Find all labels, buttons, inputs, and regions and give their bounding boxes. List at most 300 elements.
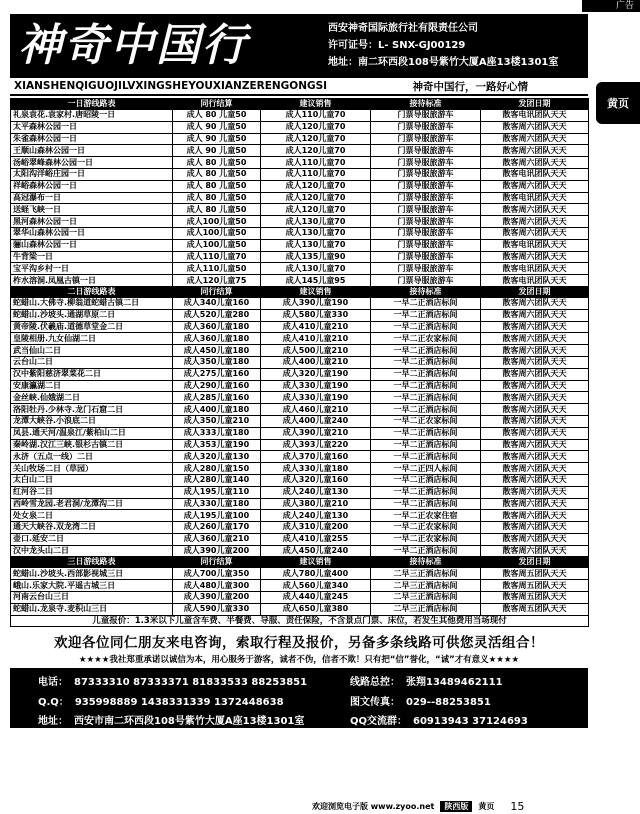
table-cell: 成人360儿童210 [173,533,261,545]
table-cell: 门票导服旅游车 [371,157,481,169]
column-header: 建议销售 [261,99,371,110]
table-cell: 门票导服旅游车 [371,263,481,275]
page-footer [312,800,524,813]
table-cell: 一早二正酒店标间 [371,498,481,510]
table-cell: 散客电讯团队天天 [481,168,589,180]
table-row[interactable] [11,439,589,451]
route-name-cell: 骊山森林公园一日 [11,239,173,251]
table-cell: 散客周六团队天天 [481,345,589,357]
table-cell: 成人390儿童200 [173,545,261,557]
table-cell: 成人120儿童70 [261,121,371,133]
route-name-cell: 宝平沟乡村一日 [11,263,173,275]
table-cell: 成人135儿童90 [261,251,371,263]
table-cell: 成人100儿童50 [173,239,261,251]
route-name-cell: 龙潭大峡谷.小浪底二日 [11,415,173,427]
table-cell: 成人110儿童70 [173,251,261,263]
table-cell: 散客周五团队天天 [481,568,589,580]
table-row[interactable] [11,251,589,263]
fax-number[interactable]: 029--88253851 [406,696,491,708]
edition-box: 陕西版 [440,801,472,812]
table-cell: 门票导服旅游车 [371,110,481,122]
header-banner [10,14,588,78]
address-line [38,712,350,728]
table-cell: 散客电讯团队天天 [481,239,589,251]
table-row[interactable] [11,121,589,133]
route-name-cell: 汤峪翠峰森林公园一日 [11,157,173,169]
yellow-pages-tab[interactable]: 黄页 [596,82,640,124]
table-cell: 成人450儿童240 [261,545,371,557]
table-row[interactable] [11,368,589,380]
table-row[interactable] [11,568,589,580]
table-cell: 散客周六团队天天 [481,227,589,239]
table-cell: 散客周六团队天天 [481,368,589,380]
route-name-cell: 王顺山森林公园一日 [11,145,173,157]
table-cell: 散客电讯团队天天 [481,275,589,287]
table-cell: 散客周六团队天天 [481,474,589,486]
table-row[interactable] [11,592,589,604]
qq-numbers[interactable]: 935998889 1438331339 1372448638 [74,696,284,708]
table-cell: 散客周六团队天天 [481,510,589,522]
address-text: 西安市南二环西段108号紫竹大厦A座13楼1301室 [74,716,305,728]
table-cell: 成人120儿童75 [173,275,261,287]
license-number: 许可证号：L- SNX-GJ00129 [328,40,466,51]
table-cell: 散客周六团队天天 [481,498,589,510]
table-cell: 成人390儿童210 [261,427,371,439]
table-cell: 成人360儿童180 [173,333,261,345]
table-row[interactable] [11,463,589,475]
table-cell: 一早二正酒店标间 [371,439,481,451]
column-header: 二日游线路表 [11,286,173,297]
table-cell: 散客周六团队天天 [481,463,589,475]
table-cell: 成人650儿童380 [261,603,371,615]
table-cell: 成人 90 儿童50 [173,121,261,133]
pinyin-name: XIANSHENQIGUOJILVXINGSHEYOUXIANZERENGONGSI [14,80,328,92]
table-cell: 成人120儿童70 [261,180,371,192]
table-cell: 成人590儿童330 [173,603,261,615]
table-cell: 门票导服旅游车 [371,180,481,192]
table-cell: 成人390儿童200 [173,592,261,604]
table-cell: 一早二正酒店标间 [371,427,481,439]
table-row[interactable] [11,239,589,251]
pledge-line: ★★★★我社郑重承诺以诚信为本，用心服务于游客，诚者不伪，信者不欺！只有把“信”誉化，“诚”才有意义★★★★ [78,655,520,666]
table-cell: 成人110儿童70 [261,157,371,169]
phone-label: 电话： [38,677,68,689]
slogan: 神奇中国行，一路好心情 [412,80,528,93]
table-cell: 成人330儿童190 [261,380,371,392]
route-name-cell: 秦岭湖.汉江三峡.银杉古镇二日 [11,439,173,451]
table-row[interactable] [11,356,589,368]
table-row[interactable] [11,263,589,275]
table-cell: 成人110儿童70 [261,168,371,180]
table-cell: 门票导服旅游车 [371,227,481,239]
table-cell: 成人580儿童330 [261,309,371,321]
table-row[interactable] [11,168,589,180]
address-label: 地址： [38,716,68,728]
qq-group-line [350,712,578,728]
table-cell: 一早二正酒店标间 [371,297,481,309]
table-row[interactable] [11,321,589,333]
table-cell: 成人400儿童240 [261,415,371,427]
table-cell: 成人393儿童220 [261,439,371,451]
table-cell: 成人120儿童70 [261,133,371,145]
table-cell: 散客电讯团队天天 [481,192,589,204]
table-row[interactable] [11,309,589,321]
table-row[interactable] [11,415,589,427]
table-cell: 二早三正酒店标间 [371,592,481,604]
brand-title: 神奇中国行 [18,20,248,71]
table-row[interactable] [11,380,589,392]
table-row[interactable] [11,345,589,357]
table-cell: 散客周五团队天天 [481,603,589,615]
table-cell: 成人195儿童110 [173,486,261,498]
contact-block [10,668,588,728]
column-header: 接待标准 [371,557,481,568]
table-cell: 散客周六团队天天 [481,204,589,216]
table-cell: 成人320儿童130 [173,451,261,463]
table-row[interactable] [11,145,589,157]
route-name-cell: 牛背梁一日 [11,251,173,263]
table-cell: 一早二正酒店标间 [371,474,481,486]
table-cell: 散客周六团队天天 [481,522,589,534]
table-cell: 成人110儿童70 [261,110,371,122]
table-cell: 散客电讯团队天天 [481,110,589,122]
table-cell: 成人780儿童400 [261,568,371,580]
route-name-cell: 汉中紫阳慈济翠菜花二日 [11,368,173,380]
table-cell: 成人350儿童180 [173,356,261,368]
column-header: 三日游线路表 [11,557,173,568]
route-name-cell: 洛阳牡丹.少林寺.龙门石窟二日 [11,404,173,416]
table-cell: 成人 80 儿童50 [173,204,261,216]
table-row[interactable] [11,510,589,522]
route-name-cell: 太平森林公园一日 [11,121,173,133]
fax-line [350,693,578,709]
table-cell: 成人330儿童180 [173,498,261,510]
table-cell: 一早二正酒店标间 [371,380,481,392]
table-row[interactable] [11,427,589,439]
table-row[interactable] [11,297,589,309]
table-cell: 成人370儿童160 [261,451,371,463]
table-cell: 成人700儿童350 [173,568,261,580]
table-cell: 一早二正四人标间 [371,463,481,475]
table-cell: 成人440儿童245 [261,592,371,604]
table-cell: 一早二正酒店标间 [371,321,481,333]
table-row[interactable] [11,216,589,228]
table-cell: 散客周六团队天天 [481,180,589,192]
section-header-row [11,99,589,110]
table-cell: 一早二正酒店标间 [371,368,481,380]
table-cell: 成人260儿童170 [173,522,261,534]
table-cell: 成人130儿童70 [261,227,371,239]
table-cell: 散客周六团队天天 [481,297,589,309]
table-cell: 成人353儿童190 [173,439,261,451]
table-cell: 成人330儿童180 [261,463,371,475]
table-row[interactable] [11,157,589,169]
table-cell: 成人410儿童210 [261,321,371,333]
route-name-cell: 河南云台山三日 [11,592,173,604]
table-row[interactable] [11,404,589,416]
route-name-cell: 关山牧场二日（草园） [11,463,173,475]
route-name-cell: 祥峪森林公园一日 [11,180,173,192]
ad-page [10,14,588,728]
table-row[interactable] [11,498,589,510]
qq-group-numbers[interactable]: 60913943 37124693 [413,716,528,728]
column-header: 发团日期 [481,286,589,297]
table-cell: 成人390儿童190 [261,297,371,309]
fax-label: 图文传真： [350,696,400,708]
qq-label: Q.Q： [38,696,69,708]
column-header: 同行结算 [173,286,261,297]
route-name-cell: 红河谷二日 [11,486,173,498]
table-cell: 门票导服旅游车 [371,133,481,145]
table-cell: 成人 90 儿童50 [173,133,261,145]
table-cell: 成人330儿童190 [261,392,371,404]
table-cell: 成人285儿童160 [173,392,261,404]
table-cell: 成人500儿童210 [261,345,371,357]
table-row[interactable] [11,522,589,534]
table-cell: 成人 80 儿童50 [173,110,261,122]
route-name-cell: 高冠瀑布一日 [11,192,173,204]
page-number: 15 [510,800,525,813]
route-name-cell: 黄帝陵.伏羲庙.道德草堂金二日 [11,321,173,333]
company-info [328,20,558,71]
table-cell: 成人100儿童50 [173,216,261,228]
manager-contact[interactable]: 张翔13489462111 [406,677,503,689]
qq-line [38,693,350,709]
column-header: 同行结算 [173,557,261,568]
column-header: 一日游线路表 [11,99,173,110]
route-name-cell: 柞水溶洞.凤凰古镇一日 [11,275,173,287]
table-cell: 成人400儿童210 [261,356,371,368]
company-address: 地址：南二环西段108号紫竹大厦A座13楼1301室 [328,57,559,68]
route-name-cell: 蛇蜡山.龙泉寺.麦积山三日 [11,603,173,615]
route-name-cell: 黑河森林公园一日 [11,216,173,228]
table-row[interactable] [11,545,589,557]
table-cell: 二早三正酒店标间 [371,603,481,615]
table-cell: 成人410儿童255 [261,533,371,545]
table-cell: 一早二正农家标间 [371,415,481,427]
table-cell: 门票导服旅游车 [371,251,481,263]
table-row[interactable] [11,204,589,216]
table-cell: 成人 80 儿童50 [173,180,261,192]
route-name-cell: 处女泉二日 [11,510,173,522]
route-name-cell: 安康瀛湖二日 [11,380,173,392]
phone-numbers[interactable]: 87333310 87333371 81833533 88253851 [74,677,308,689]
table-cell: 散客周六团队天天 [481,392,589,404]
table-row[interactable] [11,474,589,486]
manager-label: 线路总控： [350,677,400,689]
table-cell: 门票导服旅游车 [371,239,481,251]
table-cell: 成人380儿童210 [261,498,371,510]
table-row[interactable] [11,133,589,145]
table-cell: 成人410儿童210 [261,333,371,345]
table-cell: 成人 80 儿童50 [173,192,261,204]
table-cell: 成人290儿童160 [173,380,261,392]
route-name-cell: 峨山.乐家大院.平遥古城三日 [11,580,173,592]
table-cell: 一早二正酒店标间 [371,545,481,557]
table-cell: 散客周五团队天天 [481,580,589,592]
table-cell: 成人130儿童70 [261,263,371,275]
table-cell: 成人240儿童130 [261,486,371,498]
route-name-cell: 蛇蜡山.大佛寺.柳翁道蛇蜡古镇二日 [11,297,173,309]
table-cell: 一早二正酒店标间 [371,451,481,463]
footer-website[interactable]: 欢迎浏览电子版 www.zyoo.net [312,802,435,811]
table-row[interactable] [11,603,589,615]
route-name-cell: 通天大峡谷.双龙湾二日 [11,522,173,534]
column-header: 发团日期 [481,557,589,568]
table-cell: 成人460儿童210 [261,404,371,416]
qq-group-label: QQ交流群： [350,716,408,728]
table-cell: 成人 80 儿童50 [173,157,261,169]
table-cell: 成人130儿童70 [261,239,371,251]
table-row[interactable] [11,110,589,122]
table-cell: 散客周六团队天天 [481,133,589,145]
table-row[interactable] [11,227,589,239]
table-cell: 一早二正酒店标间 [371,356,481,368]
manager-line [350,673,578,689]
company-name: 西安神奇国际旅行社有限责任公司 [328,23,478,34]
table-row[interactable] [11,192,589,204]
table-cell: 散客周六团队天天 [481,451,589,463]
table-cell: 散客周六团队天天 [481,404,589,416]
route-name-cell: 金丝峡.仙娥湖二日 [11,392,173,404]
table-cell: 散客周五团队天天 [481,592,589,604]
table-cell: 成人310儿童200 [261,522,371,534]
table-cell: 成人520儿童280 [173,309,261,321]
table-cell: 成人110儿童50 [173,263,261,275]
table-cell: 一早二正农家标间 [371,522,481,534]
table-cell: 散客周六团队天天 [481,380,589,392]
table-cell: 成人560儿童340 [261,580,371,592]
phone-line [38,673,350,689]
child-price-note: 儿童报价：1.3米以下儿童含车费、半餐费、导服、责任保险，不含景点门票、床位，若发生其他费用当场现付 [11,615,589,627]
section-header-row [11,557,589,568]
table-cell: 散客周六团队天天 [481,439,589,451]
route-name-cell: 送蛏飞峡一日 [11,204,173,216]
table-cell: 散客周六团队天天 [481,157,589,169]
table-row[interactable] [11,486,589,498]
table-cell: 一早二正农家标间 [371,333,481,345]
table-cell: 成人350儿童210 [173,415,261,427]
table-cell: 成人145儿童95 [261,275,371,287]
route-name-cell: 西岭雪龙园.老君洞/龙潭沟二日 [11,498,173,510]
table-cell: 成人 80 儿童50 [173,168,261,180]
column-header: 接待标准 [371,99,481,110]
table-cell: 门票导服旅游车 [371,168,481,180]
route-name-cell: 蛇蜡山.沙坡头.通湖草原二日 [11,309,173,321]
table-row[interactable] [11,392,589,404]
table-cell: 成人360儿童180 [173,321,261,333]
table-cell: 二早三正酒店标间 [371,568,481,580]
table-cell: 二早三正酒店标间 [371,580,481,592]
table-cell: 一早二正酒店标间 [371,345,481,357]
table-cell: 成人275儿童160 [173,368,261,380]
table-cell: 散客周六团队天天 [481,427,589,439]
table-cell: 一早二正酒店标间 [371,392,481,404]
route-name-cell: 太白山二日 [11,474,173,486]
route-name-cell: 皇陵相册.九女仙湖二日 [11,333,173,345]
table-cell: 成人130儿童70 [261,216,371,228]
table-cell: 散客周六团队天天 [481,309,589,321]
table-cell: 散客周六团队天天 [481,321,589,333]
route-name-cell: 太阳沟洋峪庄园一日 [11,168,173,180]
column-header: 同行结算 [173,99,261,110]
table-cell: 成人100儿童50 [173,227,261,239]
table-cell: 散客周六团队天天 [481,356,589,368]
table-row[interactable] [11,333,589,345]
route-name-cell: 壶口.延安二日 [11,533,173,545]
column-header: 建议销售 [261,557,371,568]
route-name-cell: 云台山二日 [11,356,173,368]
table-row[interactable] [11,533,589,545]
table-cell: 散客周六团队天天 [481,145,589,157]
section-header-row [11,286,589,297]
route-name-cell: 蛇蜡山.沙坡头.西部影视城三日 [11,568,173,580]
table-cell: 一早二正农家标间 [371,533,481,545]
table-cell: 散客周六团队天天 [481,415,589,427]
table-cell: 一早二正农家住宿 [371,510,481,522]
table-cell: 门票导服旅游车 [371,145,481,157]
table-cell: 散客周六团队天天 [481,251,589,263]
footer-section: 黄页 [478,802,495,811]
table-cell: 散客周六团队天天 [481,216,589,228]
table-cell: 散客周六团队天天 [481,545,589,557]
table-cell: 散客电讯团队天天 [481,263,589,275]
column-header: 发团日期 [481,99,589,110]
table-cell: 成人480儿童300 [173,580,261,592]
table-cell: 成人280儿童140 [173,474,261,486]
table-cell: 成人333儿童180 [173,427,261,439]
table-cell: 门票导服旅游车 [371,204,481,216]
table-cell: 一早二正酒店标间 [371,309,481,321]
table-cell: 散客周六团队天天 [481,121,589,133]
table-row[interactable] [11,180,589,192]
table-row[interactable] [11,275,589,287]
ad-tag: 广告 [582,0,640,12]
table-cell: 成人 90 儿童50 [173,145,261,157]
table-cell: 门票导服旅游车 [371,192,481,204]
route-name-cell: 翠华山森林公园一日 [11,227,173,239]
table-cell: 成人240儿童130 [261,510,371,522]
pinyin-bar [10,78,588,96]
route-name-cell: 武当仙山二日 [11,345,173,357]
table-cell: 成人120儿童70 [261,204,371,216]
table-cell: 门票导服旅游车 [371,275,481,287]
table-cell: 成人340儿童160 [173,297,261,309]
welcome-banner: 欢迎各位同仁朋友来电咨询，索取行程及报价，另备多条线路可供您灵活组合！ [54,635,544,652]
table-cell: 成人320儿童190 [261,368,371,380]
route-name-cell: 朱雀森林公园一日 [11,133,173,145]
table-row[interactable] [11,451,589,463]
route-name-cell: 凤县.通天河/温泉江/紫柏山二日 [11,427,173,439]
table-cell: 成人120儿童70 [261,145,371,157]
table-row[interactable] [11,580,589,592]
table-cell: 一早二正酒店标间 [371,404,481,416]
table-cell: 散客周六团队天天 [481,533,589,545]
column-header: 建议销售 [261,286,371,297]
column-header: 接待标准 [371,286,481,297]
table-cell: 一早二正酒店标间 [371,486,481,498]
table-cell: 成人450儿童180 [173,345,261,357]
route-name-cell: 永济（五点一线）二日 [11,451,173,463]
table-cell: 成人195儿童100 [173,510,261,522]
tour-price-table [10,98,589,627]
table-cell: 散客周六团队天天 [481,333,589,345]
route-name-cell: 礼泉袁花.袁家村.唐昭陵一日 [11,110,173,122]
table-cell: 成人280儿童150 [173,463,261,475]
table-cell: 成人120儿童70 [261,192,371,204]
table-cell: 门票导服旅游车 [371,216,481,228]
route-name-cell: 汉中龙头山二日 [11,545,173,557]
